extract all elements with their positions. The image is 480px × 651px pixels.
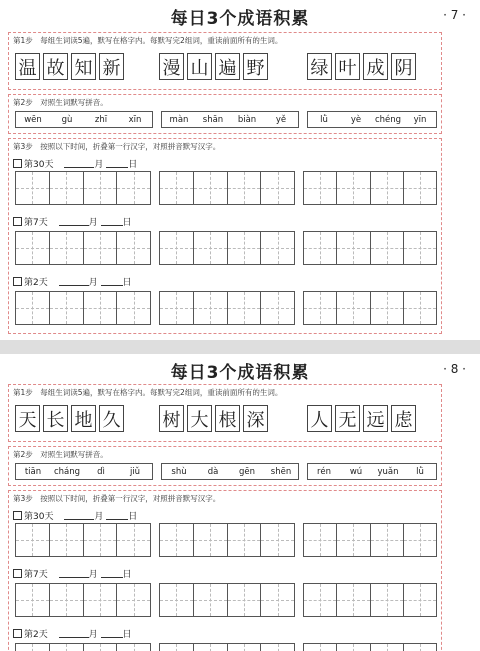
pinyin-syllable: dà — [207, 466, 219, 477]
month-label: 月 — [94, 160, 104, 170]
pinyin-group — [307, 111, 437, 128]
idiom-char: 深 — [243, 405, 268, 432]
review-day-label: 第2天 — [24, 278, 48, 288]
step2-instruction: 第2步 对照生词默写拼音。 — [13, 450, 108, 459]
review-date-line — [13, 627, 132, 640]
pinyin-syllable: shù — [171, 466, 187, 477]
date-label: 日 — [128, 512, 138, 522]
page-separator — [0, 340, 480, 354]
idiom-char: 久 — [99, 405, 124, 432]
idiom-char: 叶 — [335, 53, 360, 80]
step1-box — [8, 32, 442, 90]
date-label: 日 — [128, 160, 138, 170]
review-day-label: 第2天 — [24, 630, 48, 640]
month-blank[interactable] — [59, 277, 89, 286]
step2-instruction: 第2步 对照生词默写拼音。 — [13, 98, 108, 107]
page-title: 每日3个成语积累 — [170, 363, 310, 383]
pinyin-syllable: xīn — [128, 114, 142, 125]
date-label: 日 — [122, 278, 132, 288]
pinyin-syllable: shēn — [270, 466, 292, 477]
writing-grid[interactable] — [15, 643, 151, 651]
day-blank[interactable] — [101, 217, 123, 226]
pinyin-syllable: gēn — [238, 466, 255, 477]
pinyin-syllable: lǜ — [416, 466, 424, 477]
month-label: 月 — [88, 278, 98, 288]
worksheet-page-8 — [0, 354, 480, 651]
pinyin-syllable: jiǔ — [129, 466, 141, 477]
writing-grid[interactable] — [159, 291, 295, 325]
step2-box — [8, 94, 442, 134]
writing-grid[interactable] — [303, 291, 437, 325]
writing-grid[interactable] — [159, 523, 295, 557]
month-label: 月 — [88, 218, 98, 228]
date-label: 日 — [122, 218, 132, 228]
review-checkbox[interactable] — [13, 217, 22, 226]
step2-box — [8, 446, 442, 486]
idiom-char: 故 — [43, 53, 68, 80]
review-checkbox[interactable] — [13, 569, 22, 578]
writing-grid[interactable] — [15, 171, 151, 205]
idiom-char: 知 — [71, 53, 96, 80]
pinyin-syllable: zhī — [94, 114, 108, 125]
writing-grid[interactable] — [303, 643, 437, 651]
review-date-line — [13, 157, 137, 170]
writing-grid[interactable] — [159, 643, 295, 651]
writing-grid[interactable] — [159, 583, 295, 617]
writing-grid[interactable] — [15, 291, 151, 325]
idiom-group — [307, 405, 419, 432]
writing-grid[interactable] — [303, 171, 437, 205]
month-label: 月 — [88, 630, 98, 640]
pinyin-group — [161, 463, 299, 480]
idiom-group — [15, 405, 127, 432]
pinyin-syllable: dì — [97, 466, 105, 477]
day-blank[interactable] — [106, 511, 128, 520]
review-date-line — [13, 509, 137, 522]
pinyin-syllable: yuǎn — [377, 466, 399, 477]
pinyin-group — [15, 111, 153, 128]
date-label: 日 — [122, 570, 132, 580]
idiom-char: 温 — [15, 53, 40, 80]
idiom-char: 天 — [15, 405, 40, 432]
step3-box — [8, 138, 442, 334]
pinyin-syllable: wēn — [24, 114, 42, 125]
writing-grid[interactable] — [303, 583, 437, 617]
idiom-char: 成 — [363, 53, 388, 80]
idiom-char: 绿 — [307, 53, 332, 80]
step3-instruction: 第3步 按照以下时间，折叠第一行汉字，对照拼音默写汉字。 — [13, 142, 221, 151]
pinyin-syllable: rén — [317, 466, 331, 477]
month-blank[interactable] — [59, 569, 89, 578]
step3-box — [8, 490, 442, 651]
page-number: · 7 · — [443, 8, 466, 22]
idiom-char: 长 — [43, 405, 68, 432]
pinyin-syllable: tiān — [24, 466, 42, 477]
idiom-group — [307, 53, 419, 80]
review-date-line — [13, 215, 132, 228]
pinyin-syllable: lǜ — [320, 114, 328, 125]
review-date-line — [13, 567, 132, 580]
step1-box — [8, 384, 442, 442]
pinyin-syllable: gù — [61, 114, 73, 125]
step1-instruction: 第1步 每组生词读5遍，默写在格字内。每默写完2组词，重读前面所有的生词。 — [13, 36, 283, 45]
month-blank[interactable] — [64, 511, 94, 520]
review-checkbox[interactable] — [13, 159, 22, 168]
idiom-char: 根 — [215, 405, 240, 432]
day-blank[interactable] — [101, 277, 123, 286]
idiom-char: 阴 — [391, 53, 416, 80]
pinyin-group — [307, 463, 437, 480]
review-day-label: 第30天 — [24, 512, 54, 522]
day-blank[interactable] — [101, 629, 123, 638]
pinyin-group — [15, 463, 153, 480]
month-blank[interactable] — [59, 629, 89, 638]
month-label: 月 — [88, 570, 98, 580]
idiom-char: 人 — [307, 405, 332, 432]
idiom-char: 新 — [99, 53, 124, 80]
pinyin-syllable: màn — [169, 114, 189, 125]
review-checkbox[interactable] — [13, 629, 22, 638]
step3-instruction: 第3步 按照以下时间，折叠第一行汉字，对照拼音默写汉字。 — [13, 494, 221, 503]
idiom-char: 漫 — [159, 53, 184, 80]
idiom-char: 遍 — [215, 53, 240, 80]
pinyin-syllable: yě — [275, 114, 287, 125]
writing-grid[interactable] — [15, 231, 151, 265]
idiom-char: 虑 — [391, 405, 416, 432]
review-checkbox[interactable] — [13, 277, 22, 286]
writing-grid[interactable] — [159, 171, 295, 205]
idiom-char: 山 — [187, 53, 212, 80]
page-title: 每日3个成语积累 — [170, 9, 310, 29]
idiom-char: 无 — [335, 405, 360, 432]
idiom-char: 野 — [243, 53, 268, 80]
date-label: 日 — [122, 630, 132, 640]
day-blank[interactable] — [101, 569, 123, 578]
pinyin-syllable: shān — [202, 114, 224, 125]
day-blank[interactable] — [106, 159, 128, 168]
review-day-label: 第30天 — [24, 160, 54, 170]
review-date-line — [13, 275, 132, 288]
writing-grid[interactable] — [15, 583, 151, 617]
idiom-char: 远 — [363, 405, 388, 432]
idiom-group — [159, 53, 271, 80]
writing-grid[interactable] — [303, 231, 437, 265]
pinyin-group — [161, 111, 299, 128]
idiom-char: 树 — [159, 405, 184, 432]
idiom-char: 大 — [187, 405, 212, 432]
review-checkbox[interactable] — [13, 511, 22, 520]
step1-instruction: 第1步 每组生词读5遍，默写在格字内。每默写完2组词，重读前面所有的生词。 — [13, 388, 283, 397]
month-blank[interactable] — [59, 217, 89, 226]
pinyin-syllable: chéng — [374, 114, 402, 125]
writing-grid[interactable] — [15, 523, 151, 557]
idiom-group — [159, 405, 271, 432]
review-day-label: 第7天 — [24, 570, 48, 580]
idiom-group — [15, 53, 127, 80]
pinyin-syllable: yīn — [413, 114, 427, 125]
writing-grid[interactable] — [303, 523, 437, 557]
idiom-char: 地 — [71, 405, 96, 432]
review-day-label: 第7天 — [24, 218, 48, 228]
month-blank[interactable] — [64, 159, 94, 168]
pinyin-syllable: biàn — [237, 114, 257, 125]
pinyin-syllable: cháng — [53, 466, 81, 477]
month-label: 月 — [94, 512, 104, 522]
page-number: · 8 · — [443, 362, 466, 376]
pinyin-syllable: yè — [350, 114, 362, 125]
writing-grid[interactable] — [159, 231, 295, 265]
pinyin-syllable: wú — [349, 466, 363, 477]
